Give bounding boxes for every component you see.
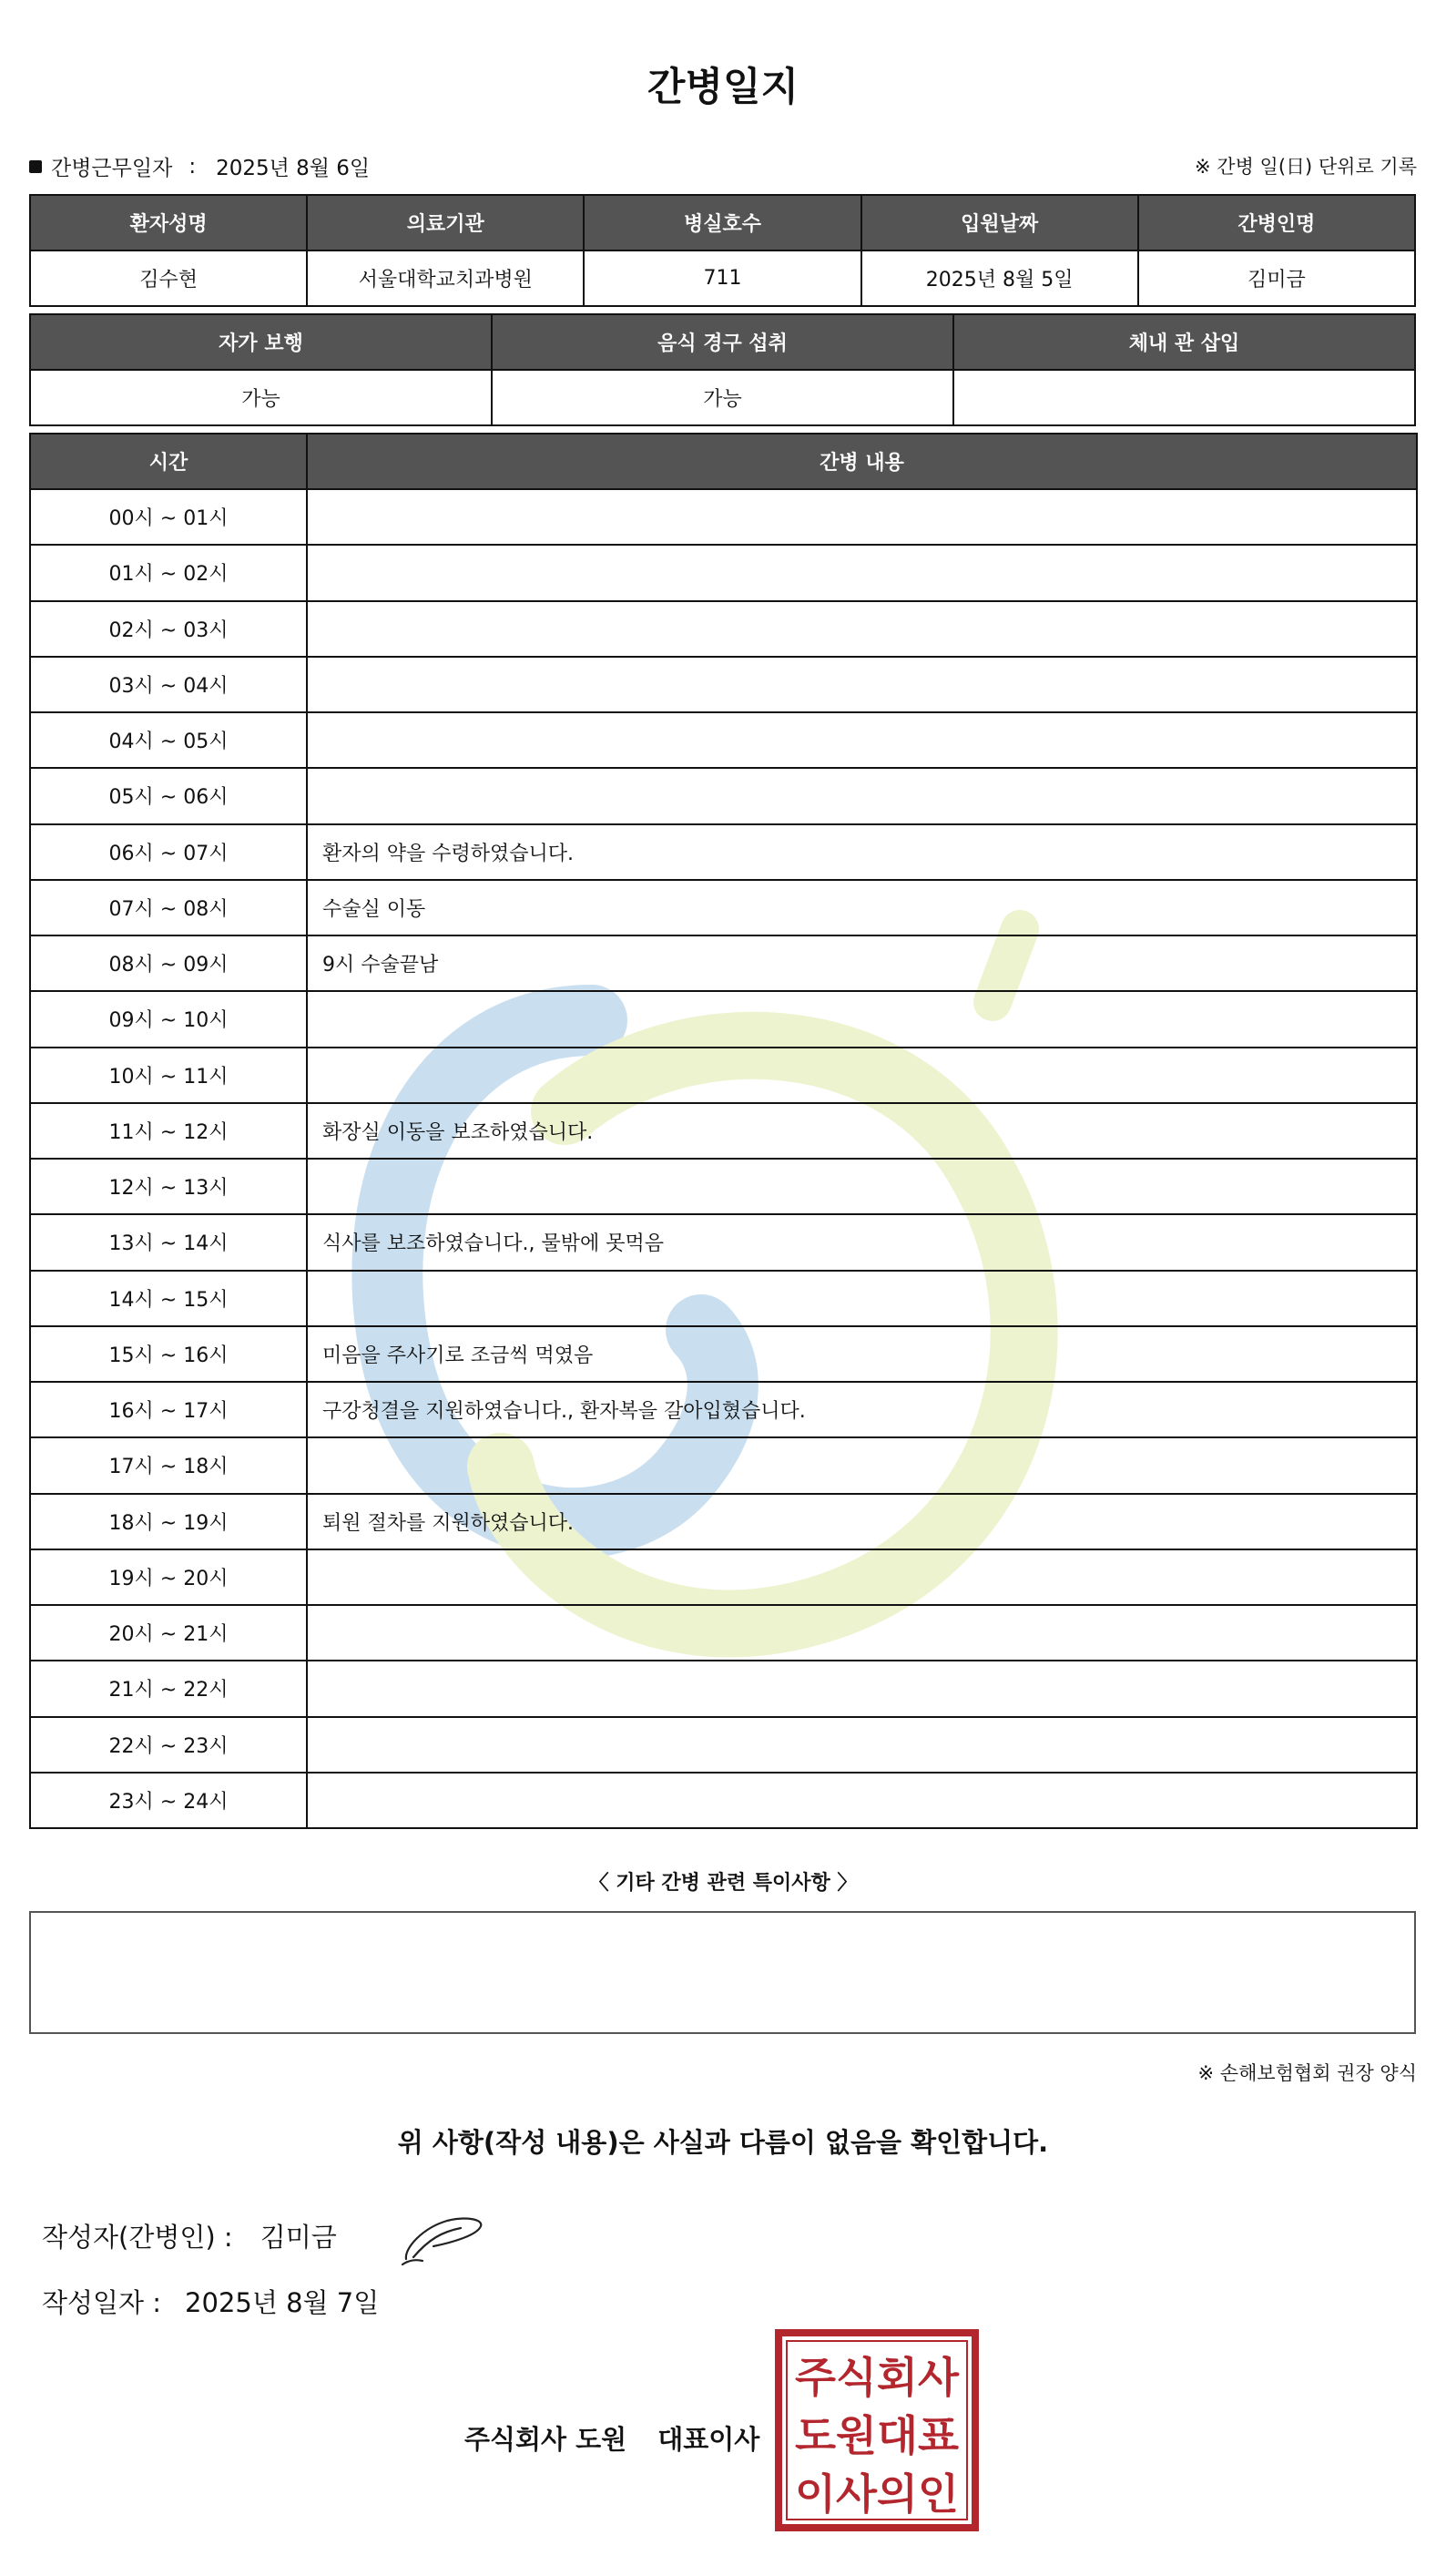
care-log-note: [307, 768, 1417, 823]
care-log-time: 17시 ~ 18시: [30, 1437, 307, 1493]
care-log-time: 09시 ~ 10시: [30, 991, 307, 1047]
care-log-note: 9시 수술끝남: [307, 935, 1417, 991]
care-log-note: 식사를 보조하였습니다., 물밖에 못먹음: [307, 1214, 1417, 1270]
company-name: 주식회사 도원: [464, 2424, 627, 2455]
seal-text-line: 주식회사: [795, 2353, 960, 2402]
care-log-row: [30, 935, 1417, 991]
care-log-row: [30, 1717, 1417, 1773]
care-log-row: [30, 1159, 1417, 1214]
care-log-note: [307, 1661, 1417, 1716]
writer-name: 김미금: [260, 2222, 337, 2253]
care-log-time: 05시 ~ 06시: [30, 768, 307, 823]
record-unit-note: ※ 간병 일(日) 단위로 기록: [1195, 156, 1417, 178]
care-log-row: [30, 1605, 1417, 1661]
caregiver-name: 김미금: [1138, 250, 1415, 306]
seal-text-line: 도원대표: [795, 2411, 960, 2460]
header-time: 시간: [30, 434, 307, 489]
care-log-row: [30, 824, 1417, 880]
header-admission-date: 입원날짜: [861, 195, 1138, 250]
care-log-row: [30, 712, 1417, 768]
work-date: [29, 151, 370, 181]
care-log-time: 02시 ~ 03시: [30, 601, 307, 657]
handwritten-signature: [397, 2212, 488, 2268]
care-log-row: [30, 1048, 1417, 1103]
care-log-time: 12시 ~ 13시: [30, 1159, 307, 1214]
work-date-label: 간병근무일자: [51, 157, 173, 180]
care-log-note: 환자의 약을 수령하였습니다.: [307, 824, 1417, 880]
care-log-note: [307, 489, 1417, 545]
care-log-row: [30, 601, 1417, 657]
care-log-time: 06시 ~ 07시: [30, 824, 307, 880]
care-log-note: [307, 657, 1417, 712]
care-log-row: [30, 657, 1417, 712]
care-log-time: 13시 ~ 14시: [30, 1214, 307, 1270]
care-log-note: 화장실 이동을 보조하였습니다.: [307, 1103, 1417, 1159]
care-log-note: [307, 1271, 1417, 1326]
care-log-note: 미음을 주사기로 조금씩 먹였음: [307, 1326, 1417, 1382]
care-log-time: 07시 ~ 08시: [30, 880, 307, 935]
care-log-note: [307, 1773, 1417, 1828]
hospital-name: 서울대학교치과병원: [307, 250, 584, 306]
extra-notes-box: [29, 1911, 1416, 2034]
care-log-body: [30, 489, 1417, 1828]
work-date-separator: :: [188, 154, 197, 179]
room-number: 711: [584, 250, 860, 306]
care-log-row: [30, 768, 1417, 823]
patient-info-header-row: [30, 195, 1415, 250]
written-date-line: [42, 2283, 379, 2320]
patient-info-table: [29, 194, 1416, 307]
oral-intake-value: 가능: [492, 370, 953, 425]
representative-title: 대표이사: [657, 2424, 760, 2455]
care-log-note: 구강청결을 지원하였습니다., 환자복을 갈아입혔습니다.: [307, 1382, 1417, 1437]
care-log-row: [30, 545, 1417, 600]
care-log-time: 19시 ~ 20시: [30, 1549, 307, 1605]
care-log-row: [30, 1382, 1417, 1437]
care-log-note: [307, 1549, 1417, 1605]
patient-status-table: [29, 313, 1416, 426]
written-date-label: 작성일자 :: [42, 2287, 162, 2318]
admission-date: 2025년 8월 5일: [861, 250, 1138, 306]
care-log-note: 수술실 이동: [307, 880, 1417, 935]
care-log-row: [30, 1103, 1417, 1159]
patient-info-value-row: [30, 250, 1415, 306]
work-date-value: 2025년 8월 6일: [216, 157, 371, 180]
care-log-note: [307, 1605, 1417, 1661]
company-seal-stamp: [774, 2328, 980, 2532]
care-log-row: [30, 880, 1417, 935]
header-hospital: 의료기관: [307, 195, 584, 250]
care-log-time: 18시 ~ 19시: [30, 1494, 307, 1549]
care-log-time: 11시 ~ 12시: [30, 1103, 307, 1159]
care-log-row: [30, 1773, 1417, 1828]
care-log-note: [307, 1159, 1417, 1214]
care-log-row: [30, 1661, 1417, 1716]
header-oral-intake: 음식 경구 섭취: [492, 314, 953, 370]
care-log-row: [30, 1271, 1417, 1326]
care-log-time: 15시 ~ 16시: [30, 1326, 307, 1382]
care-log-row: [30, 1437, 1417, 1493]
patient-status-header-row: [30, 314, 1415, 370]
care-log-header-row: [30, 434, 1417, 489]
care-log-table: [29, 433, 1418, 1829]
writer-line: [42, 2217, 337, 2254]
header-care-content: 간병 내용: [307, 434, 1417, 489]
care-log-time: 22시 ~ 23시: [30, 1717, 307, 1773]
patient-name: 김수현: [30, 250, 307, 306]
header-self-walking: 자가 보행: [30, 314, 492, 370]
header-room-number: 병실호수: [584, 195, 860, 250]
care-log-time: 14시 ~ 15시: [30, 1271, 307, 1326]
care-log-note: [307, 991, 1417, 1047]
care-log-time: 08시 ~ 09시: [30, 935, 307, 991]
care-log-time: 10시 ~ 11시: [30, 1048, 307, 1103]
header-caregiver-name: 간병인명: [1138, 195, 1415, 250]
self-walking-value: 가능: [30, 370, 492, 425]
page-title: 간병일지: [647, 65, 799, 110]
care-log-note: 퇴원 절차를 지원하였습니다.: [307, 1494, 1417, 1549]
tube-insertion-value: [953, 370, 1415, 425]
care-log-time: 03시 ~ 04시: [30, 657, 307, 712]
bullet-square-icon: [29, 160, 42, 173]
care-log-note: [307, 601, 1417, 657]
care-log-time: 00시 ~ 01시: [30, 489, 307, 545]
written-date-value: 2025년 8월 7일: [185, 2287, 380, 2318]
care-log-time: 04시 ~ 05시: [30, 712, 307, 768]
seal-text-line: 이사의인: [795, 2469, 959, 2519]
care-log-time: 23시 ~ 24시: [30, 1773, 307, 1828]
care-log-row: [30, 991, 1417, 1047]
extra-notes-title: 〈 기타 간병 관련 특이사항 〉: [588, 1872, 858, 1895]
care-log-row: [30, 1214, 1417, 1270]
form-source-note: ※ 손해보험협회 권장 양식: [1197, 2062, 1417, 2084]
header-tube-insertion: 체내 관 삽입: [953, 314, 1415, 370]
confirmation-statement: 위 사항(작성 내용)은 사실과 다름이 없음을 확인합니다.: [397, 2127, 1049, 2158]
care-log-note: [307, 545, 1417, 600]
company-signature-line: [464, 2419, 759, 2457]
care-log-note: [307, 1717, 1417, 1773]
care-log-row: [30, 1326, 1417, 1382]
care-log-note: [307, 712, 1417, 768]
writer-label: 작성자(간병인) :: [42, 2222, 233, 2253]
care-log-row: [30, 1494, 1417, 1549]
care-log-time: 20시 ~ 21시: [30, 1605, 307, 1661]
care-log-row: [30, 489, 1417, 545]
care-log-time: 01시 ~ 02시: [30, 545, 307, 600]
header-patient-name: 환자성명: [30, 195, 307, 250]
care-log-time: 16시 ~ 17시: [30, 1382, 307, 1437]
care-log-note: [307, 1437, 1417, 1493]
care-log-time: 21시 ~ 22시: [30, 1661, 307, 1716]
patient-status-value-row: [30, 370, 1415, 425]
care-log-note: [307, 1048, 1417, 1103]
care-log-row: [30, 1549, 1417, 1605]
